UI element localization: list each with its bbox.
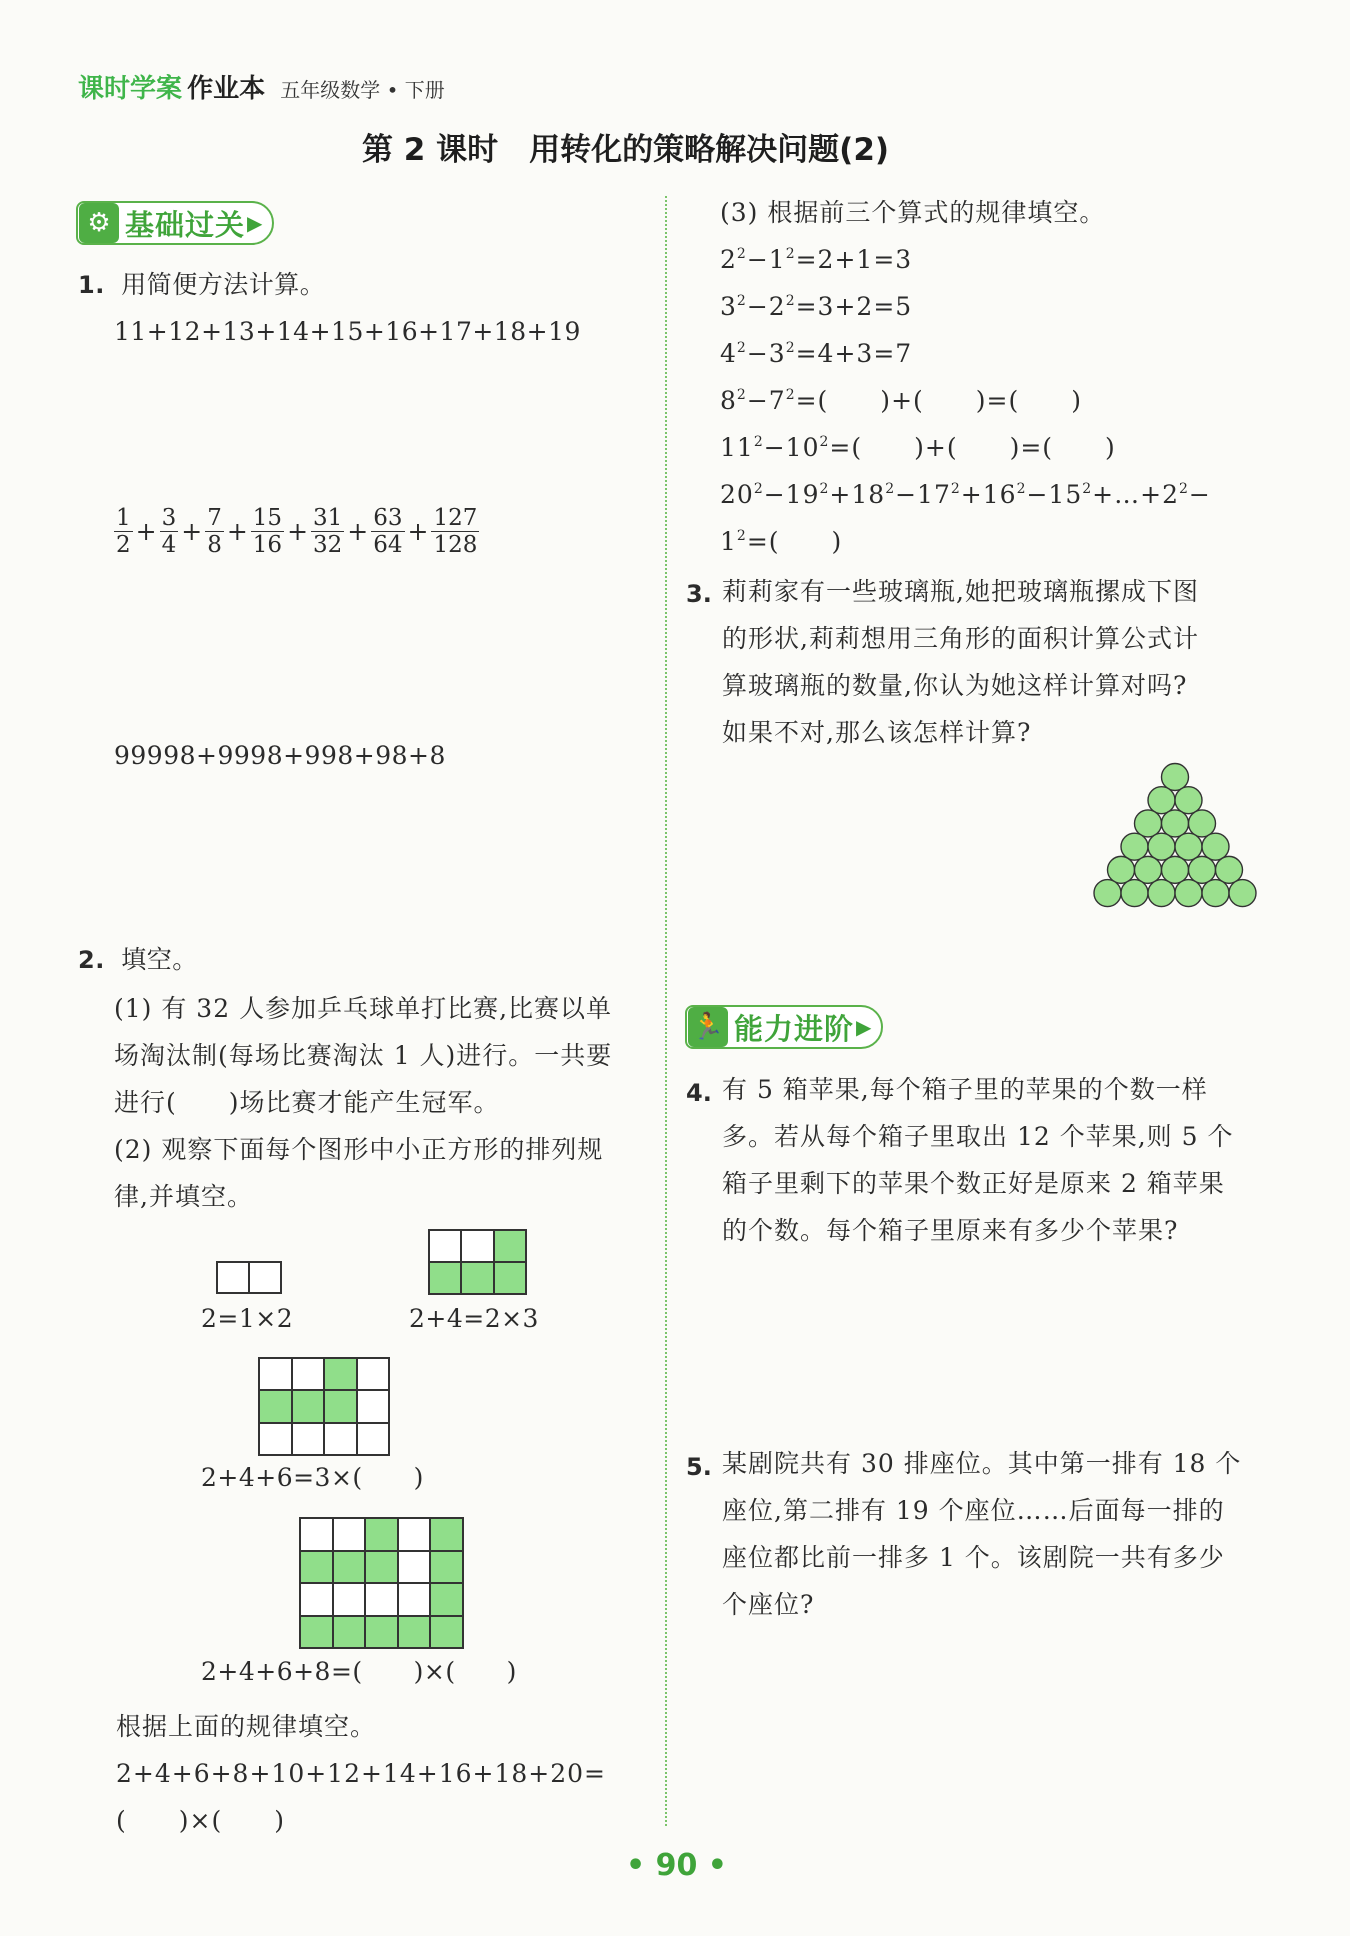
glass-bottle <box>1175 787 1202 814</box>
plus-sign: + <box>226 517 248 547</box>
glass-bottle <box>1162 810 1189 837</box>
grid-figure-3 <box>258 1357 390 1456</box>
square-diff-line-3: $4^2-3^2=4+3=7$ <box>720 339 913 368</box>
bottle-triangle-figure <box>1090 762 1260 914</box>
q2-rule-text: 根据上面的规律填空。 <box>116 1712 377 1741</box>
fraction-denominator: 2 <box>116 532 131 559</box>
q1-expression-3: 99998+9998+998+98+8 <box>114 741 446 770</box>
glass-bottle <box>1135 810 1162 837</box>
q2-part3 <box>720 189 1211 565</box>
q5-text <box>722 1440 1241 1628</box>
fraction-denominator: 128 <box>433 532 478 559</box>
q5-line4: 个座位? <box>722 1590 815 1619</box>
q4-line1: 有 5 箱苹果,每个箱子里的苹果的个数一样 <box>722 1075 1208 1104</box>
arrow-right-icon: ▶ <box>247 211 263 235</box>
fraction <box>311 505 344 559</box>
glass-bottle <box>1202 833 1229 860</box>
glass-bottle <box>1121 833 1148 860</box>
glass-bottle <box>1094 880 1121 907</box>
page-number: • 90 • <box>626 1848 727 1883</box>
q5-line1: 某剧院共有 30 排座位。其中第一排有 18 个 <box>722 1449 1242 1478</box>
q1-number: 1. <box>78 271 105 299</box>
q3-line2: 的形状,莉莉想用三角形的面积计算公式计 <box>722 624 1199 653</box>
column-divider <box>665 196 667 1826</box>
fraction-numerator: 15 <box>252 505 283 531</box>
q2-number: 2. <box>78 946 105 974</box>
fraction-denominator: 32 <box>313 532 343 559</box>
glass-bottle <box>1175 880 1202 907</box>
fraction <box>114 505 133 559</box>
section-basic-label: 基础过关 <box>125 207 246 242</box>
q2-part1 <box>114 985 612 1220</box>
glass-bottle <box>1175 833 1202 860</box>
q2-prompt: 填空。 <box>121 945 198 974</box>
glass-bottle <box>1189 856 1216 883</box>
q2-long-answer: ( )×( ) <box>116 1806 285 1835</box>
brand <box>78 68 445 105</box>
q3-text <box>722 568 1199 756</box>
grid-figure-4 <box>299 1517 464 1649</box>
glass-bottle <box>1189 810 1216 837</box>
fraction <box>160 505 179 559</box>
fraction <box>251 505 284 559</box>
q4-line4: 的个数。每个箱子里原来有多少个苹果? <box>722 1216 1179 1245</box>
glass-bottle <box>1148 880 1175 907</box>
section-advanced-label: 能力进阶 <box>734 1011 855 1046</box>
q4-text <box>722 1066 1233 1254</box>
q1-heading <box>78 272 325 297</box>
grid-caption-3: 2+4+6=3×( ) <box>201 1463 424 1492</box>
grid-caption-4: 2+4+6+8=( )×( ) <box>201 1657 517 1686</box>
fraction-numerator: 7 <box>207 505 222 531</box>
q3-line4: 如果不对,那么该怎样计算? <box>722 718 1032 747</box>
fraction-denominator: 4 <box>161 532 177 559</box>
square-diff-line-1: $2^2-1^2=2+1=3$ <box>720 245 913 274</box>
brand-grade: 五年级数学 • 下册 <box>280 78 445 102</box>
plus-sign: + <box>407 517 429 547</box>
fraction <box>431 505 479 559</box>
square-diff-line-7: $1^2=$( ) <box>720 527 843 556</box>
square-diff-line-4: $8^2-7^2=$( )+( )=( ) <box>720 386 1082 415</box>
brand-book: 作业本 <box>187 74 266 104</box>
fraction-denominator: 16 <box>252 532 283 559</box>
glass-bottle <box>1121 880 1148 907</box>
q5-line3: 座位都比前一排多 1 个。该剧院一共有多少 <box>722 1543 1225 1572</box>
q2-part3-intro: (3) 根据前三个算式的规律填空。 <box>720 198 1106 227</box>
glass-bottle <box>1135 856 1162 883</box>
glass-bottle <box>1162 856 1189 883</box>
glass-bottle <box>1148 787 1175 814</box>
plus-sign: + <box>347 517 369 547</box>
q4-number: 4. <box>686 1079 712 1107</box>
q1-fraction-expression <box>114 505 479 559</box>
q5-line2: 座位,第二排有 19 个座位……后面每一排的 <box>722 1496 1225 1525</box>
q1-expression-1: 11+12+13+14+15+16+17+18+19 <box>114 317 581 346</box>
q5-number: 5. <box>686 1453 712 1481</box>
grid-caption-1: 2=1×2 <box>201 1304 294 1333</box>
q2-rule-block <box>116 1703 606 1844</box>
glass-bottle <box>1202 880 1229 907</box>
fraction-numerator: 1 <box>116 505 131 531</box>
runner-icon: 🏃 <box>688 1007 728 1047</box>
q2-heading <box>78 947 198 972</box>
square-diff-line-6: $20^2-19^2+18^2-17^2+16^2-15^2+\dots+2^2-$ <box>720 480 1211 509</box>
fraction-denominator: 64 <box>373 532 403 559</box>
glass-bottle <box>1216 856 1243 883</box>
q2-long-expression: 2+4+6+8+10+12+14+16+18+20= <box>116 1759 606 1788</box>
fraction-numerator: 3 <box>161 505 177 531</box>
q2-part1-line1: (1) 有 32 人参加乒乓球单打比赛,比赛以单 <box>114 994 613 1023</box>
q2-part1-line2: 场淘汰制(每场比赛淘汰 1 人)进行。一共要 <box>114 1041 613 1070</box>
q2-part1-line3: 进行( )场比赛才能产生冠军。 <box>114 1088 500 1117</box>
section-advanced-badge <box>685 1005 883 1049</box>
grid-figure-1 <box>216 1261 282 1294</box>
q4-line2: 多。若从每个箱子里取出 12 个苹果,则 5 个 <box>722 1122 1234 1151</box>
q3-line3: 算玻璃瓶的数量,你认为她这样计算对吗? <box>722 671 1188 700</box>
q4-line3: 箱子里剩下的苹果个数正好是原来 2 箱苹果 <box>722 1169 1225 1198</box>
q3-number: 3. <box>686 580 712 608</box>
fraction <box>205 505 224 559</box>
fraction-numerator: 127 <box>433 505 478 531</box>
grid-figure-2 <box>428 1229 527 1295</box>
square-diff-line-2: $3^2-2^2=3+2=5$ <box>720 292 913 321</box>
glass-bottle <box>1162 764 1189 791</box>
grid-caption-2: 2+4=2×3 <box>409 1304 539 1333</box>
arrow-right-icon: ▶ <box>856 1015 872 1039</box>
fraction <box>371 505 404 559</box>
brand-series: 课时学案 <box>78 74 183 104</box>
plus-sign: + <box>135 517 157 547</box>
section-basic-badge <box>76 201 274 245</box>
fraction-denominator: 8 <box>207 532 222 559</box>
plus-sign: + <box>287 517 309 547</box>
page-title: 第 2 课时 用转化的策略解决问题(2) <box>362 132 890 168</box>
fraction-numerator: 31 <box>313 505 343 531</box>
gear-icon: ⚙ <box>79 203 119 243</box>
q1-prompt: 用简便方法计算。 <box>121 270 326 299</box>
q2-part2-line2: 律,并填空。 <box>114 1182 253 1211</box>
fraction-numerator: 63 <box>373 505 403 531</box>
plus-sign: + <box>181 517 203 547</box>
glass-bottle <box>1148 833 1175 860</box>
glass-bottle <box>1108 856 1135 883</box>
square-diff-line-5: $11^2-10^2=$( )+( )=( ) <box>720 433 1116 462</box>
q2-part2-line1: (2) 观察下面每个图形中小正方形的排列规 <box>114 1135 604 1164</box>
glass-bottle <box>1229 880 1256 907</box>
q3-line1: 莉莉家有一些玻璃瓶,她把玻璃瓶摞成下图 <box>722 577 1199 606</box>
